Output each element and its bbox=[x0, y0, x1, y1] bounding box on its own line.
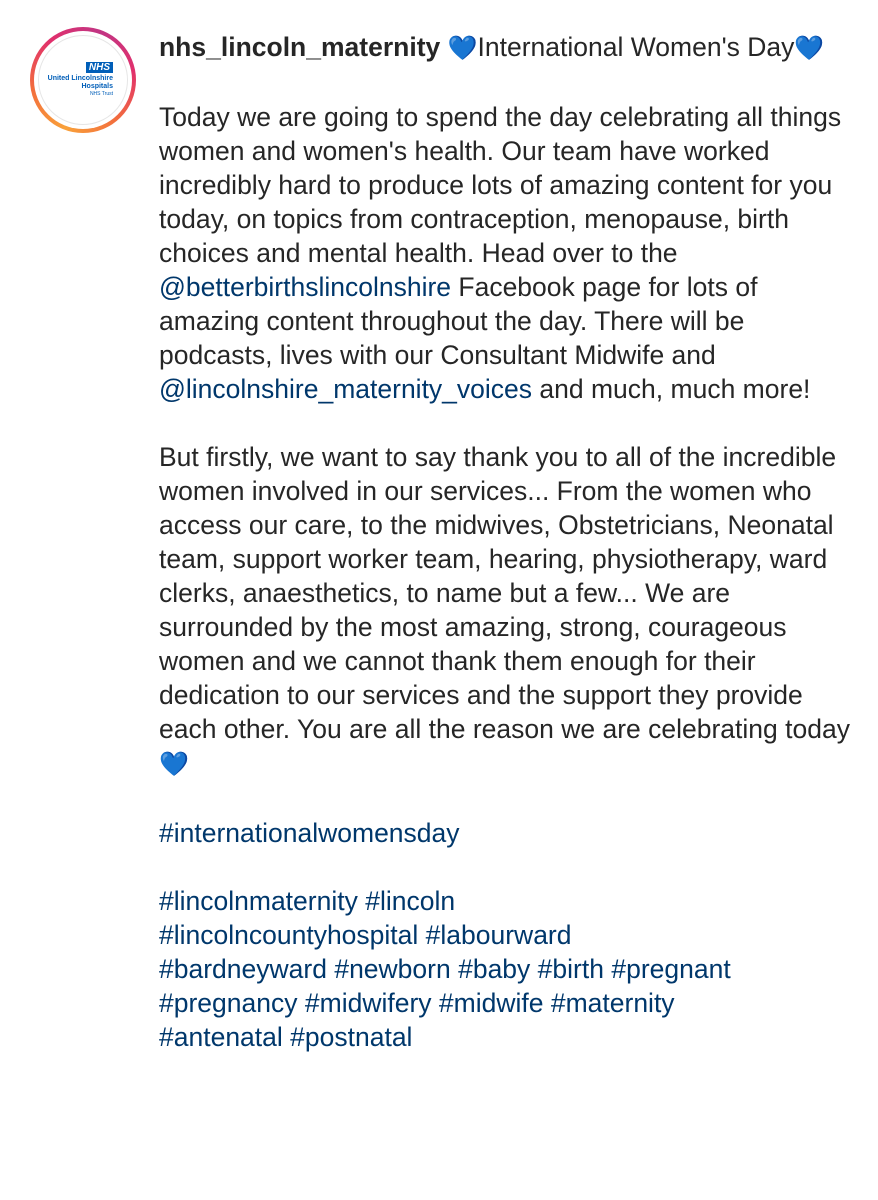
paragraph-text: and much, much more! bbox=[532, 374, 811, 404]
mention-link[interactable]: @betterbirthslincolnshire bbox=[159, 272, 452, 302]
mention-link[interactable]: @lincolnshire_maternity_voices bbox=[159, 374, 533, 404]
post-title: International Women's Day bbox=[477, 32, 795, 62]
blue-heart-icon: 💙 bbox=[794, 35, 825, 62]
paragraph-text: Facebook page for lots of amazing content throughout the day. There will be podcasts, lives with our Consultant Midwife and bbox=[159, 272, 758, 370]
hashtag-link[interactable]: #lincolncountyhospital bbox=[159, 920, 419, 950]
avatar[interactable] bbox=[38, 35, 128, 125]
username-link[interactable]: nhs_lincoln_maternity bbox=[159, 32, 441, 62]
caption-header bbox=[159, 30, 859, 66]
hashtag-link[interactable]: #bardneyward bbox=[159, 954, 327, 984]
hashtag-link[interactable]: #newborn bbox=[334, 954, 451, 984]
org-name-line3: NHS Trust bbox=[89, 91, 113, 97]
hashtag-list bbox=[159, 884, 859, 1054]
post-caption bbox=[159, 30, 859, 1054]
spacer bbox=[159, 850, 859, 884]
hashtag-link[interactable]: #midwife bbox=[438, 988, 544, 1018]
paragraph-text: But firstly, we want to say thank you to all of the incredible women involved in our services... From the women who access our care, to the midwives, Obstetricians, Neonatal team, support worker team, hearing, physiotherapy, ward clerks, anaesthetics, to name but a few... We are surrounded by the most amazing, strong, courageous women and we cannot thank them enough for their dedication to our services and the support they provide each other. You are all the reason we are celebrating today bbox=[159, 442, 850, 744]
blue-heart-icon: 💙 bbox=[159, 751, 189, 778]
hashtag-link[interactable]: #internationalwomensday bbox=[159, 818, 460, 848]
hashtag-link[interactable]: #postnatal bbox=[290, 1022, 413, 1052]
hashtag-link[interactable]: #antenatal bbox=[159, 1022, 283, 1052]
org-name-line1: United Lincolnshire bbox=[47, 75, 113, 82]
caption-paragraph-2 bbox=[159, 440, 859, 782]
blue-heart-icon: 💙 bbox=[447, 35, 478, 62]
profile-avatar-ring[interactable] bbox=[30, 27, 136, 133]
hashtag-main-line bbox=[159, 816, 859, 850]
spacer bbox=[159, 406, 859, 440]
caption-paragraph-1 bbox=[159, 100, 859, 406]
spacer bbox=[159, 782, 859, 816]
hashtag-link[interactable]: #labourward bbox=[425, 920, 572, 950]
hashtag-link[interactable]: #lincolnmaternity bbox=[159, 886, 358, 916]
spacer bbox=[159, 66, 859, 100]
hashtag-link[interactable]: #maternity bbox=[550, 988, 675, 1018]
hashtag-link[interactable]: #midwifery bbox=[304, 988, 432, 1018]
hashtag-link[interactable]: #baby bbox=[458, 954, 531, 984]
hashtag-link[interactable]: #pregnancy bbox=[159, 988, 298, 1018]
org-name-line2: Hospitals bbox=[81, 83, 113, 90]
avatar-gap bbox=[34, 31, 132, 129]
nhs-logo-badge: NHS bbox=[86, 62, 113, 73]
hashtag-link[interactable]: #pregnant bbox=[611, 954, 731, 984]
hashtag-link[interactable]: #lincoln bbox=[365, 886, 456, 916]
hashtag-link[interactable]: #birth bbox=[537, 954, 604, 984]
paragraph-text: Today we are going to spend the day celebrating all things women and women's health. Our team have worked incredibly hard to produce lots of amazing content for you today, on topics from contraception, menopause, birth choices and mental health. Head over to the bbox=[159, 102, 842, 268]
